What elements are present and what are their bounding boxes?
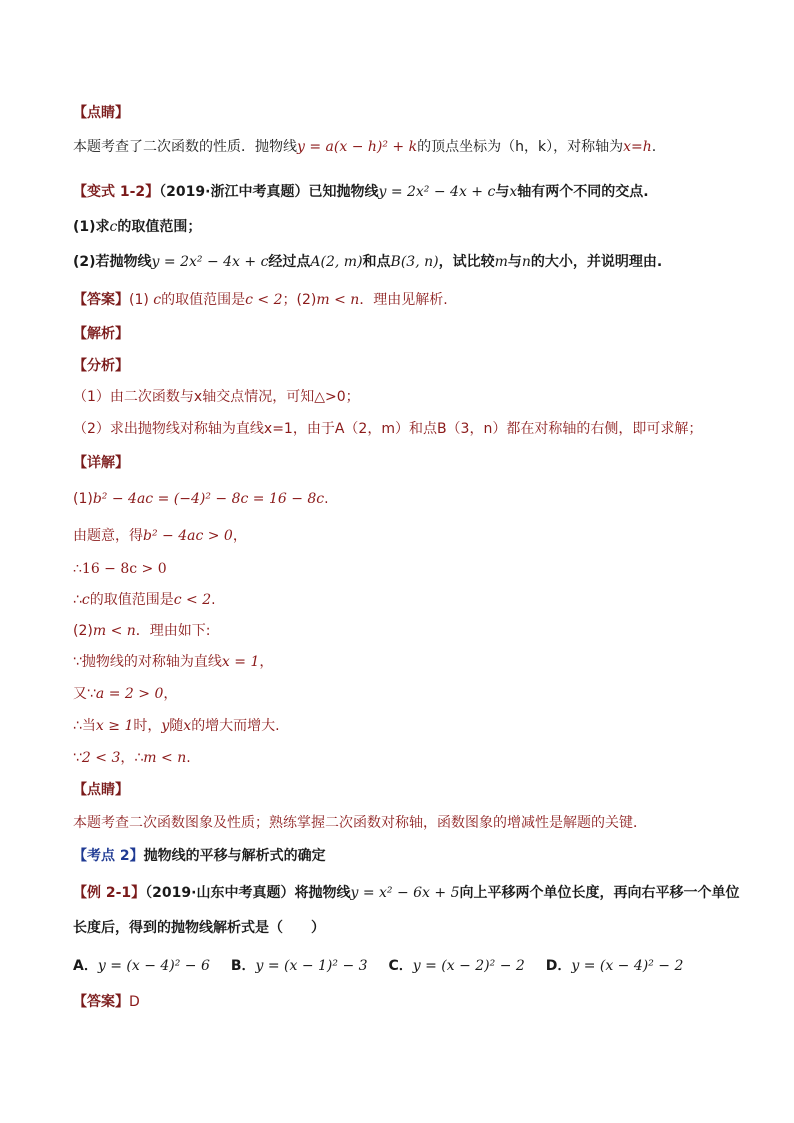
example-tag: 【例 2-1】 (73, 885, 146, 901)
var: y (161, 718, 170, 734)
formula: m < n (92, 623, 136, 639)
answer-tag: 【答案】 (73, 292, 129, 308)
text: (1) (73, 491, 93, 507)
text: ，∴ (120, 750, 144, 766)
text: 由题意，得 (73, 528, 143, 544)
subquestion-2 (73, 252, 662, 272)
answer-value: D (129, 994, 140, 1010)
option-label: B． (230, 958, 256, 974)
text: 的顶点坐标为（h，k），对称轴为 (417, 139, 624, 155)
text: ∴ (73, 592, 82, 608)
text: (2)若抛物线 (73, 254, 152, 270)
formula: y = a(x − h)² + k (297, 139, 418, 155)
section-tag-xiangjie: 【详解】 (73, 455, 129, 471)
text: 经过点 (268, 254, 311, 270)
text: 和点 (362, 254, 391, 270)
text: ， (232, 528, 247, 544)
detail-line-9 (73, 748, 191, 768)
options-row (73, 956, 683, 976)
text: 随 (169, 718, 184, 734)
text: ， (163, 686, 178, 702)
text: 的大小，并说明理由. (530, 254, 663, 270)
text: 与 (495, 184, 510, 200)
var: x (183, 718, 192, 734)
formula: ∴16 − 8c > 0 (73, 561, 167, 577)
section-tag-fenxi: 【分析】 (73, 358, 129, 374)
text: (1) (129, 292, 149, 308)
text: ， (259, 654, 274, 670)
var: m (494, 254, 508, 270)
var: c (81, 592, 90, 608)
formula: 2 < 3 (81, 750, 121, 766)
text: . (186, 750, 191, 766)
section-tag-dianjing-2: 【点睛】 (73, 782, 129, 798)
variant-1-2-question (73, 182, 649, 202)
text: 的增大而增大. (191, 718, 280, 734)
detail-line-6 (73, 652, 273, 672)
option-formula: y = (x − 2)² − 2 (412, 958, 525, 974)
formula: c < 2 (245, 292, 283, 308)
detail-line-2 (73, 526, 247, 546)
text: 向上平移两个单位长度，再向右平移一个单位 (459, 885, 740, 901)
text: ．理由如下: (135, 623, 211, 639)
text: . (324, 491, 329, 507)
text: ，试比较 (438, 254, 495, 270)
variant-tag: 【变式 1-2】 (73, 184, 160, 200)
formula: a = 2 > 0 (95, 686, 164, 702)
analysis-line-1: （1）由二次函数与x轴交点情况，可知△>0； (73, 389, 360, 405)
formula: y = x² − 6x + 5 (350, 885, 460, 901)
option-label: C． (388, 958, 413, 974)
formula: x ≥ 1 (95, 718, 134, 734)
detail-line-3 (73, 559, 167, 579)
kaodian-title: 抛物线的平移与解析式的确定 (143, 848, 326, 864)
section-tag-dianjing: 【点睛】 (73, 105, 129, 121)
text: . (651, 139, 657, 155)
var: c (109, 219, 118, 235)
var: c (153, 292, 162, 308)
text: 轴有两个不同的交点. (517, 184, 649, 200)
detail-line-8 (73, 716, 280, 736)
option-formula: y = (x − 4)² − 6 (97, 958, 210, 974)
formula: b² − 4ac > 0 (143, 528, 233, 544)
text: 的取值范围是 (161, 292, 246, 308)
text: (2) (296, 292, 317, 308)
text: . (211, 592, 216, 608)
formula: x = 1 (221, 654, 260, 670)
point-a: A(2, m) (310, 254, 363, 270)
option-label: A． (73, 958, 98, 974)
text: 的取值范围； (117, 219, 202, 235)
example-2-1-line-1 (73, 883, 740, 903)
option-formula: y = (x − 1)² − 3 (255, 958, 368, 974)
option-label: D． (545, 958, 572, 974)
analysis-line-2: （2）求出抛物线对称轴为直线x=1，由于A（2，m）和点B（3，n）都在对称轴的右侧，即可求解； (73, 421, 703, 437)
example-2-1-line-2: 长度后，得到的抛物线解析式是（ ） (73, 920, 325, 936)
var: n (521, 254, 531, 270)
kaodian-2-heading (73, 846, 326, 866)
kaodian-tag: 【考点 2】 (73, 848, 144, 864)
text: 的取值范围是 (89, 592, 174, 608)
point-b: B(3, n) (390, 254, 439, 270)
detail-line-7 (73, 684, 177, 704)
detail-line-1 (73, 489, 329, 509)
answer-line (73, 290, 448, 310)
text: 本题考查了二次函数的性质．抛物线 (73, 139, 297, 155)
formula: m < n (316, 292, 360, 308)
text: (2) (73, 623, 93, 639)
text: ∵抛物线的对称轴为直线 (73, 654, 222, 670)
text: (1)求 (73, 219, 110, 235)
dianjing-paragraph (73, 137, 656, 157)
formula: c < 2 (173, 592, 212, 608)
text: ∵ (73, 750, 82, 766)
var: x (509, 184, 518, 200)
detail-line-5 (73, 621, 211, 641)
formula: m < n (143, 750, 187, 766)
text: ； (282, 292, 297, 308)
text: ．理由见解析. (359, 292, 448, 308)
formula: x=h (623, 139, 652, 155)
text: ∴当 (73, 718, 96, 734)
formula: y = 2x² − 4x + c (378, 184, 496, 200)
subquestion-1 (73, 217, 201, 237)
formula: b² − 4ac = (−4)² − 8c = 16 − 8c (92, 491, 325, 507)
text: 又∵ (73, 686, 96, 702)
option-formula: y = (x − 4)² − 2 (571, 958, 684, 974)
dianjing-paragraph-2: 本题考查二次函数图象及性质；熟练掌握二次函数对称轴，函数图象的增减性是解题的关键． (73, 815, 647, 831)
text: 与 (507, 254, 522, 270)
source: （2019·山东中考真题）将抛物线 (145, 885, 351, 901)
answer-line-2 (73, 992, 140, 1012)
text: 时， (133, 718, 162, 734)
section-tag-jiexi: 【解析】 (73, 326, 129, 342)
source: （2019·浙江中考真题）已知抛物线 (159, 184, 379, 200)
answer-tag: 【答案】 (73, 994, 129, 1010)
formula: y = 2x² − 4x + c (151, 254, 269, 270)
detail-line-4 (73, 590, 216, 610)
